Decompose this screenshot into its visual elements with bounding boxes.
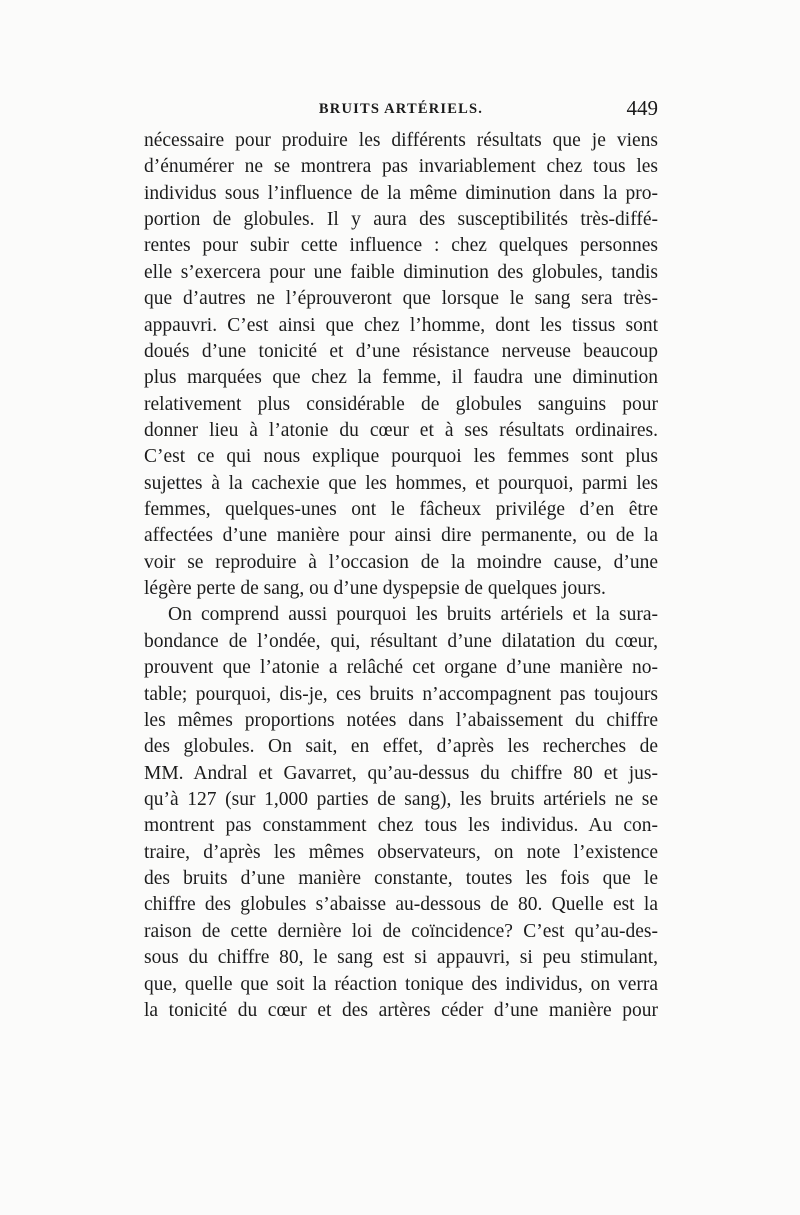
text-line: portion de globules. Il y aura des susceptibilités très-diffé-: [144, 209, 658, 231]
body-text: [144, 128, 658, 1024]
text-line: affectées d’une manière pour ainsi dire permanente, ou de la: [144, 525, 658, 547]
text-line: sujettes à la cachexie que les hommes, et pourquoi, parmi les: [144, 472, 658, 494]
text-line: des bruits d’une manière constante, toutes les fois que le: [144, 868, 658, 890]
running-head-title: BRUITS ARTÉRIELS.: [318, 101, 484, 117]
page-number: 449: [626, 96, 658, 120]
text-line: individus sous l’influence de la même diminution dans la pro-: [144, 182, 658, 204]
text-line: relativement plus considérable de globules sanguins pour: [144, 393, 658, 415]
text-line: elle s’exercera pour une faible diminution des globules, tandis: [144, 261, 658, 283]
text-line: prouvent que l’atonie a relâché cet organe d’une manière no-: [144, 657, 658, 679]
text-line: plus marquées que chez la femme, il faudra une diminution: [144, 367, 658, 389]
text-line: qu’à 127 (sur 1,000 parties de sang), les bruits artériels ne se: [144, 788, 658, 810]
text-line: MM. Andral et Gavarret, qu’au-dessus du chiffre 80 et jus-: [144, 762, 658, 784]
text-line: On comprend aussi pourquoi les bruits artériels et la sura-: [168, 604, 658, 626]
text-line: traire, d’après les mêmes observateurs, on note l’existence: [144, 841, 658, 863]
running-head: [144, 96, 658, 122]
text-line: doués d’une tonicité et d’une résistance nerveuse beaucoup: [144, 340, 658, 362]
text-line: d’énumérer ne se montrera pas invariablement chez tous les: [144, 156, 658, 178]
text-line: femmes, quelques-unes ont le fâcheux privilége d’en être: [144, 499, 658, 521]
text-line: chiffre des globules s’abaisse au-dessous de 80. Quelle est la: [144, 894, 658, 916]
text-line: sous du chiffre 80, le sang est si appauvri, si peu stimulant,: [144, 947, 658, 969]
text-line: rentes pour subir cette influence : chez quelques personnes: [144, 235, 658, 257]
text-line: bondance de l’ondée, qui, résultant d’une dilatation du cœur,: [144, 630, 658, 652]
text-line: nécessaire pour produire les différents résultats que je viens: [144, 130, 658, 151]
text-line: légère perte de sang, ou d’une dyspepsie de quelques jours.: [144, 578, 606, 600]
text-line: table; pourquoi, dis-je, ces bruits n’accompagnent pas toujours: [144, 683, 658, 705]
text-line: C’est ce qui nous explique pourquoi les femmes sont plus: [144, 446, 658, 468]
text-line: raison de cette dernière loi de coïncidence? C’est qu’au-des-: [144, 920, 658, 942]
text-line: donner lieu à l’atonie du cœur et à ses résultats ordinaires.: [144, 419, 658, 441]
text-line: la tonicité du cœur et des artères céder d’une manière pour: [144, 999, 658, 1021]
text-line: des globules. On sait, en effet, d’après les recherches de: [144, 736, 658, 758]
text-line: appauvri. C’est ainsi que chez l’homme, dont les tissus sont: [144, 314, 658, 336]
text-line: les mêmes proportions notées dans l’abaissement du chiffre: [144, 709, 658, 731]
text-line: voir se reproduire à l’occasion de la moindre cause, d’une: [144, 551, 658, 573]
text-line: que, quelle que soit la réaction tonique des individus, on verra: [144, 973, 658, 995]
text-line: que d’autres ne l’éprouveront que lorsque le sang sera très-: [144, 288, 658, 310]
text-line: montrent pas constamment chez tous les individus. Au con-: [144, 815, 658, 837]
